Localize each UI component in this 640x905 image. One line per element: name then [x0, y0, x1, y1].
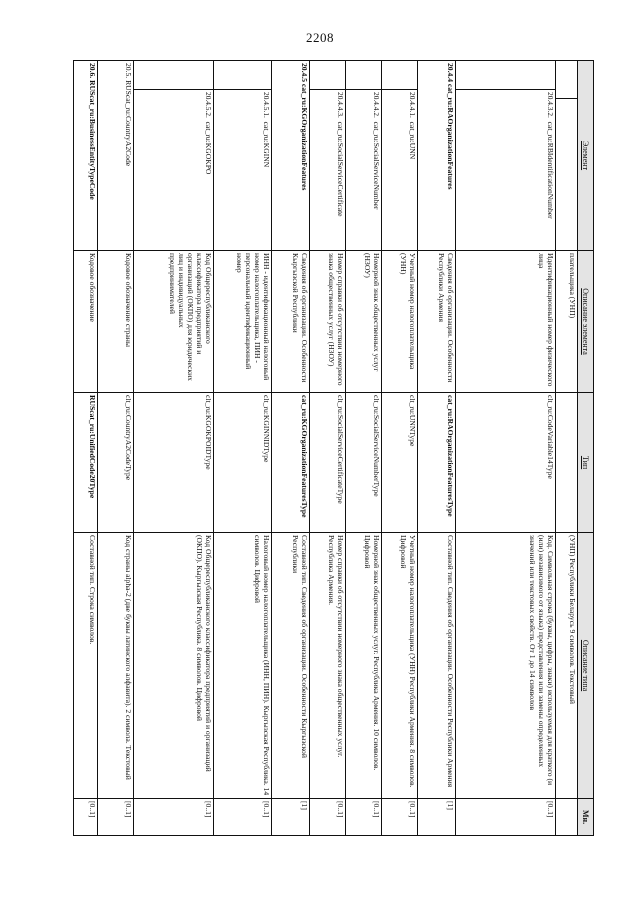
table-row — [74, 61, 98, 836]
row-number: 20.5. — [124, 63, 133, 79]
multiplicity: [0..1] — [98, 799, 134, 836]
table-row — [134, 61, 214, 836]
element-name: cat_ru:SocialServiceCertificate — [336, 121, 345, 217]
multiplicity: [0..1] — [214, 799, 272, 836]
indent-cell — [456, 61, 556, 90]
element-description: Идентификационный номер физического лица — [456, 251, 556, 393]
row-number-and-name — [418, 61, 456, 251]
element-description: плательщика (УНП) — [556, 251, 578, 393]
element-description: Кодовое обозначение страны — [98, 251, 134, 393]
type-description: Составной тип. Сведения об организации. Особенности Республики Армения — [418, 533, 456, 799]
type-description: Код Общереспубликанского классификатора предприятий и организаций (ОКПО). Кыргызская Республика. 8 символов. Цифровой — [134, 533, 214, 799]
table-row — [556, 61, 578, 836]
type-name: clt_ru:SocialServiceNumberType — [346, 393, 382, 533]
indent-cell — [382, 61, 418, 90]
element-description: Номер справки об отсутствии номерного знака общественных услуг (НЗОУ) — [310, 251, 346, 393]
element-name: cat_ru:UNN — [408, 121, 417, 160]
header-type: Тип — [578, 393, 594, 533]
rotated-table-area — [88, 60, 594, 835]
element-name: RUScat_ru:BusinessEntityTypeCode — [88, 80, 97, 200]
multiplicity: [0..1] — [310, 799, 346, 836]
table-row — [418, 61, 456, 836]
type-description: Код страны alpha-2 (две буквы латинского алфавита). 2 символа. Текстовый — [98, 533, 134, 799]
element-description: Сведения об организации. Особенности Республики Армения — [418, 251, 456, 393]
multiplicity: [0..1] — [346, 799, 382, 836]
element-name: cat_ru:RBIdentificationNumber — [546, 121, 555, 219]
header-type-description: Описание типа — [578, 533, 594, 799]
element-description: Номерной знак общественных услуг (НЗОУ) — [346, 251, 382, 393]
type-description: Составной тип. Строка символов. — [74, 533, 98, 799]
element-name: RUScat_ru:CountryA2Code — [124, 80, 133, 167]
row-number-and-name — [382, 90, 418, 251]
row-number: 20.6. — [88, 63, 97, 79]
row-number — [556, 61, 578, 99]
type-name: clt_ru:CountryA2CodeType — [98, 393, 134, 533]
table-row — [214, 61, 272, 836]
element-name: cat_ru:KGOrganizationFeatures — [300, 83, 309, 191]
multiplicity: [0..1] — [134, 799, 214, 836]
row-number: 20.4.4.3. — [336, 92, 345, 118]
element-description: Кодовое обозначение — [74, 251, 98, 393]
element-description: Сведения об организации. Особенности Кыргызской Республики — [272, 251, 310, 393]
indent-cell — [346, 61, 382, 90]
table-row — [456, 61, 556, 836]
row-number-and-name — [214, 90, 272, 251]
type-name — [556, 393, 578, 533]
spec-table — [73, 60, 594, 836]
row-number: 20.4.3.2. — [546, 92, 555, 118]
type-name: clt_ru:UNNType — [382, 393, 418, 533]
multiplicity: [1] — [418, 799, 456, 836]
type-name: clt_ru:KGOKPOIDType — [134, 393, 214, 533]
table-row — [98, 61, 134, 836]
row-number-and-name — [98, 61, 134, 251]
row-number: 20.4.5.1. — [262, 92, 271, 118]
element-description: Учетный номер налогоплательщика (УНН) — [382, 251, 418, 393]
type-description: Номер справки об отсутствии номерного знака общественных услуг. Республика Армения. — [310, 533, 346, 799]
element-name — [556, 99, 578, 251]
row-number-and-name — [134, 90, 214, 251]
table-header-row — [578, 61, 594, 836]
row-number-and-name — [456, 90, 556, 251]
multiplicity — [556, 799, 578, 836]
header-mn: Мн. — [578, 799, 594, 836]
type-description: Налоговый номер налогоплательщика (ИНН, ПИН). Кыргызская Республика. 14 символов. Цифровой — [214, 533, 272, 799]
element-description: ИНН - идентификационный налоговый номер налогоплательщика, ПИН - персональный идентификационный номер — [214, 251, 272, 393]
element-name: cat_ru:KGOKPO — [204, 121, 213, 175]
row-number-and-name — [346, 90, 382, 251]
type-description: Код. Символьная строка (буквы, цифры, знаки) используемая для краткого (и (или) независимого от языка) представления или замены определенных значений или текстовых свойств. От 1 до 14 символов — [456, 533, 556, 799]
type-description: Учетный номер налогоплательщика (УНН) Республики Армения. 8 символов. Цифровой — [382, 533, 418, 799]
table-row — [346, 61, 382, 836]
header-element-description: Описание элемента — [578, 251, 594, 393]
type-description: Составной тип. Сведения об организации. Особенности Кыргызской Республики — [272, 533, 310, 799]
table-row — [272, 61, 310, 836]
row-number-and-name — [74, 61, 98, 251]
multiplicity: [1] — [272, 799, 310, 836]
row-number: 20.4.5.2. — [204, 92, 213, 118]
row-number-and-name — [272, 61, 310, 251]
row-number: 20.4.4 — [446, 63, 455, 82]
rotated-page-content — [88, 60, 594, 835]
element-description: Код Общереспубликанского классификатора предприятий и организаций (ОКПО) для юридических лиц и индивидуальных предпринимателей — [134, 251, 214, 393]
type-name: clt_ru:CodeVariable14Type — [456, 393, 556, 533]
header-element: Элемент — [578, 61, 594, 251]
row-number-and-name — [310, 90, 346, 251]
type-description: Номерной знак общественных услуг. Республика Армения. 10 символов. Цифровой — [346, 533, 382, 799]
type-name: cat_ru:RAOrganizationFeaturesType — [418, 393, 456, 533]
type-name: clt_ru:SocialServiceCertificateType — [310, 393, 346, 533]
type-name: RUScat_ru:UnifiedCode20Type — [74, 393, 98, 533]
row-number: 20.4.4.2. — [372, 92, 381, 118]
indent-cell — [310, 61, 346, 90]
row-number: 20.4.5 — [300, 63, 309, 82]
type-name: clt_ru:KGINNIDType — [214, 393, 272, 533]
multiplicity: [0..1] — [382, 799, 418, 836]
table-row — [310, 61, 346, 836]
element-name: cat_ru:KGINN — [262, 121, 271, 168]
page-number: 2208 — [306, 30, 334, 45]
indent-cell — [134, 61, 214, 90]
indent-cell — [214, 61, 272, 90]
multiplicity: [0..1] — [74, 799, 98, 836]
row-number: 20.4.4.1. — [408, 92, 417, 118]
element-name: cat_ru:RAOrganizationFeatures — [446, 83, 455, 190]
table-row — [382, 61, 418, 836]
element-name: cat_ru:SocialServiceNumber — [372, 121, 381, 210]
type-name: cat_ru:KGOrganizationFeaturesType — [272, 393, 310, 533]
multiplicity: [0..1] — [456, 799, 556, 836]
type-description: (УНП) Республики Беларусь 9 символов. Текстовый — [556, 533, 578, 799]
